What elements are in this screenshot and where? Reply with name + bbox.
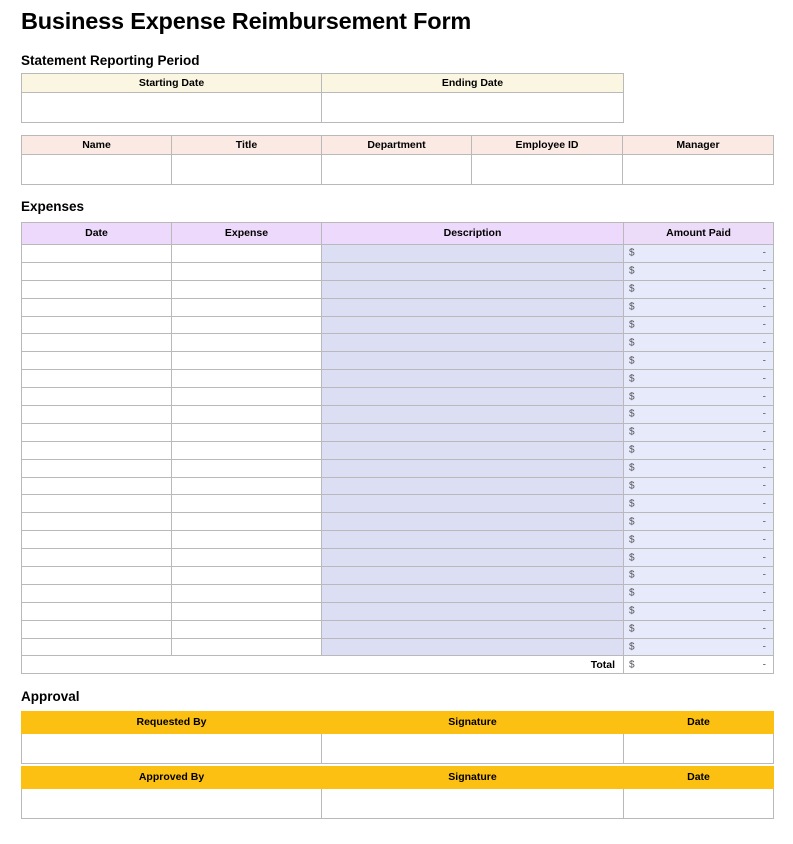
expense-description-cell[interactable]: [322, 298, 624, 316]
expense-name-cell[interactable]: [172, 602, 322, 620]
expense-date-cell[interactable]: [22, 567, 172, 585]
expense-name-cell[interactable]: [172, 334, 322, 352]
column-header-starting-date: Starting Date: [22, 74, 322, 93]
expense-amount-cell[interactable]: [624, 370, 774, 388]
currency-symbol: $: [629, 319, 635, 331]
table-row: [22, 155, 774, 185]
table-header-row: [22, 712, 774, 734]
column-header-amount-paid: Amount Paid: [624, 223, 774, 245]
currency-symbol: $: [629, 301, 635, 313]
expense-amount-cell[interactable]: [624, 352, 774, 370]
table-row: [22, 298, 774, 316]
expense-name-cell[interactable]: [172, 245, 322, 263]
expense-amount-cell[interactable]: [624, 334, 774, 352]
reporting-period-table: [21, 73, 624, 123]
expense-date-cell[interactable]: [22, 441, 172, 459]
name-field[interactable]: [22, 155, 172, 185]
expense-description-cell[interactable]: [322, 316, 624, 334]
expense-amount-value: -: [762, 426, 766, 438]
column-header-approved-by: Approved By: [22, 767, 322, 789]
expense-name-cell[interactable]: [172, 531, 322, 549]
expense-amount-value: -: [762, 265, 766, 277]
expense-amount-cell[interactable]: [624, 280, 774, 298]
expense-name-cell[interactable]: [172, 459, 322, 477]
currency-symbol: $: [629, 247, 635, 259]
table-row: [22, 93, 624, 123]
currency-symbol: $: [629, 444, 635, 456]
expense-name-cell[interactable]: [172, 423, 322, 441]
expense-amount-value: -: [762, 569, 766, 581]
table-row: [22, 477, 774, 495]
table-row: [22, 370, 774, 388]
expense-amount-cell[interactable]: [624, 245, 774, 263]
expense-amount-cell[interactable]: [624, 567, 774, 585]
expense-name-cell[interactable]: [172, 388, 322, 406]
approved-by-field[interactable]: [22, 789, 322, 819]
column-header-title: Title: [172, 136, 322, 155]
expense-description-cell[interactable]: [322, 334, 624, 352]
expense-name-cell[interactable]: [172, 316, 322, 334]
currency-symbol: $: [629, 462, 635, 474]
currency-symbol: $: [629, 516, 635, 528]
approval-requested-table: [21, 711, 774, 764]
column-header-manager: Manager: [623, 136, 774, 155]
expense-amount-value: -: [762, 337, 766, 349]
employee-id-field[interactable]: [472, 155, 623, 185]
table-row: [22, 513, 774, 531]
expense-date-cell[interactable]: [22, 477, 172, 495]
expense-name-cell[interactable]: [172, 620, 322, 638]
expense-name-cell[interactable]: [172, 352, 322, 370]
expense-date-cell[interactable]: [22, 316, 172, 334]
table-row: [22, 459, 774, 477]
expense-amount-cell[interactable]: [624, 638, 774, 656]
expense-description-cell[interactable]: [322, 638, 624, 656]
title-field[interactable]: [172, 155, 322, 185]
total-label: Total: [22, 656, 624, 674]
currency-symbol: $: [629, 605, 635, 617]
table-row: [22, 441, 774, 459]
expense-amount-value: -: [762, 283, 766, 295]
table-header-row: [22, 223, 774, 245]
total-row: [22, 656, 774, 674]
expense-amount-value: -: [762, 391, 766, 403]
table-row: [22, 584, 774, 602]
expense-date-cell[interactable]: [22, 352, 172, 370]
expense-description-cell[interactable]: [322, 584, 624, 602]
expense-amount-cell[interactable]: [624, 513, 774, 531]
expense-description-cell[interactable]: [322, 602, 624, 620]
expense-date-cell[interactable]: [22, 370, 172, 388]
expense-description-cell[interactable]: [322, 370, 624, 388]
expense-date-cell[interactable]: [22, 531, 172, 549]
starting-date-field[interactable]: [22, 93, 322, 123]
expense-name-cell[interactable]: [172, 298, 322, 316]
currency-symbol: $: [629, 480, 635, 492]
table-header-row: [22, 74, 624, 93]
expense-amount-value: -: [762, 444, 766, 456]
expenses-table: [21, 222, 774, 674]
expense-date-cell[interactable]: [22, 620, 172, 638]
expense-description-cell[interactable]: [322, 406, 624, 424]
expense-amount-cell[interactable]: [624, 441, 774, 459]
expense-amount-value: -: [762, 301, 766, 313]
column-header-approved-signature: Signature: [322, 767, 624, 789]
expense-amount-value: -: [762, 641, 766, 653]
expense-date-cell[interactable]: [22, 495, 172, 513]
expense-date-cell[interactable]: [22, 334, 172, 352]
expense-date-cell[interactable]: [22, 549, 172, 567]
currency-symbol: $: [629, 641, 635, 653]
column-header-date: Date: [22, 223, 172, 245]
table-row: [22, 245, 774, 263]
table-row: [22, 789, 774, 819]
employee-info-table: [21, 135, 774, 185]
currency-symbol: $: [629, 534, 635, 546]
expense-description-cell[interactable]: [322, 352, 624, 370]
table-header-row: [22, 136, 774, 155]
expense-amount-cell[interactable]: [624, 459, 774, 477]
ending-date-field[interactable]: [322, 93, 624, 123]
expense-date-cell[interactable]: [22, 245, 172, 263]
expense-date-cell[interactable]: [22, 638, 172, 656]
expense-amount-value: -: [762, 462, 766, 474]
expense-name-cell[interactable]: [172, 638, 322, 656]
expense-amount-cell[interactable]: [624, 620, 774, 638]
expense-name-cell[interactable]: [172, 406, 322, 424]
expense-name-cell[interactable]: [172, 567, 322, 585]
expense-description-cell[interactable]: [322, 477, 624, 495]
currency-symbol: $: [629, 623, 635, 635]
requested-signature-field[interactable]: [322, 734, 624, 764]
expense-amount-cell[interactable]: [624, 388, 774, 406]
page-title: Business Expense Reimbursement Form: [21, 8, 472, 34]
expense-amount-value: -: [762, 408, 766, 420]
expense-amount-value: -: [762, 319, 766, 331]
expense-name-cell[interactable]: [172, 370, 322, 388]
column-header-requested-signature: Signature: [322, 712, 624, 734]
expense-description-cell[interactable]: [322, 459, 624, 477]
expense-date-cell[interactable]: [22, 262, 172, 280]
expense-date-cell[interactable]: [22, 280, 172, 298]
requested-by-field[interactable]: [22, 734, 322, 764]
expense-description-cell[interactable]: [322, 262, 624, 280]
currency-symbol: $: [629, 552, 635, 564]
requested-date-field[interactable]: [624, 734, 774, 764]
table-row: [22, 531, 774, 549]
expense-amount-value: -: [762, 534, 766, 546]
expense-amount-cell[interactable]: [624, 262, 774, 280]
manager-field[interactable]: [623, 155, 774, 185]
expense-name-cell[interactable]: [172, 477, 322, 495]
table-row: [22, 638, 774, 656]
expense-amount-cell[interactable]: [624, 406, 774, 424]
expense-date-cell[interactable]: [22, 423, 172, 441]
expense-name-cell[interactable]: [172, 441, 322, 459]
expense-description-cell[interactable]: [322, 280, 624, 298]
expense-amount-value: -: [762, 355, 766, 367]
expense-description-cell[interactable]: [322, 388, 624, 406]
expense-description-cell[interactable]: [322, 531, 624, 549]
expense-name-cell[interactable]: [172, 584, 322, 602]
expense-name-cell[interactable]: [172, 280, 322, 298]
expense-amount-cell[interactable]: [624, 298, 774, 316]
table-row: [22, 734, 774, 764]
column-header-approved-date: Date: [624, 767, 774, 789]
expense-amount-value: -: [762, 623, 766, 635]
table-row: [22, 567, 774, 585]
table-row: [22, 334, 774, 352]
section-heading-reporting-period: Statement Reporting Period: [21, 53, 200, 68]
expense-amount-value: -: [762, 498, 766, 510]
expense-name-cell[interactable]: [172, 549, 322, 567]
expense-description-cell[interactable]: [322, 495, 624, 513]
column-header-name: Name: [22, 136, 172, 155]
expense-amount-cell[interactable]: [624, 584, 774, 602]
expense-name-cell[interactable]: [172, 513, 322, 531]
table-row: [22, 423, 774, 441]
expense-amount-value: -: [762, 373, 766, 385]
expense-amount-cell[interactable]: [624, 423, 774, 441]
expense-description-cell[interactable]: [322, 549, 624, 567]
total-amount-cell: [624, 656, 774, 674]
column-header-ending-date: Ending Date: [322, 74, 624, 93]
expense-date-cell[interactable]: [22, 298, 172, 316]
column-header-department: Department: [322, 136, 472, 155]
section-heading-expenses: Expenses: [21, 199, 85, 214]
expense-amount-value: -: [762, 516, 766, 528]
table-row: [22, 280, 774, 298]
currency-symbol: $: [629, 659, 635, 671]
column-header-description: Description: [322, 223, 624, 245]
currency-symbol: $: [629, 391, 635, 403]
expense-amount-value: -: [762, 552, 766, 564]
table-row: [22, 388, 774, 406]
expense-date-cell[interactable]: [22, 513, 172, 531]
expense-date-cell[interactable]: [22, 388, 172, 406]
approval-approved-table: [21, 766, 774, 819]
currency-symbol: $: [629, 337, 635, 349]
currency-symbol: $: [629, 569, 635, 581]
table-row: [22, 602, 774, 620]
currency-symbol: $: [629, 373, 635, 385]
currency-symbol: $: [629, 426, 635, 438]
table-row: [22, 406, 774, 424]
column-header-requested-date: Date: [624, 712, 774, 734]
expense-amount-cell[interactable]: [624, 477, 774, 495]
approved-signature-field[interactable]: [322, 789, 624, 819]
currency-symbol: $: [629, 408, 635, 420]
expense-amount-cell[interactable]: [624, 549, 774, 567]
expense-description-cell[interactable]: [322, 620, 624, 638]
expense-name-cell[interactable]: [172, 495, 322, 513]
table-header-row: [22, 767, 774, 789]
expense-date-cell[interactable]: [22, 406, 172, 424]
expense-amount-cell[interactable]: [624, 531, 774, 549]
column-header-employee-id: Employee ID: [472, 136, 623, 155]
expense-amount-cell[interactable]: [624, 495, 774, 513]
currency-symbol: $: [629, 498, 635, 510]
currency-symbol: $: [629, 283, 635, 295]
expense-amount-value: -: [762, 605, 766, 617]
expense-date-cell[interactable]: [22, 459, 172, 477]
expense-description-cell[interactable]: [322, 513, 624, 531]
currency-symbol: $: [629, 355, 635, 367]
expense-description-cell[interactable]: [322, 423, 624, 441]
table-row: [22, 549, 774, 567]
table-row: [22, 262, 774, 280]
department-field[interactable]: [322, 155, 472, 185]
table-row: [22, 316, 774, 334]
expense-amount-cell[interactable]: [624, 602, 774, 620]
currency-symbol: $: [629, 265, 635, 277]
table-row: [22, 495, 774, 513]
expense-amount-value: -: [762, 247, 766, 259]
expense-description-cell[interactable]: [322, 441, 624, 459]
table-row: [22, 620, 774, 638]
expense-amount-cell[interactable]: [624, 316, 774, 334]
column-header-requested-by: Requested By: [22, 712, 322, 734]
expense-date-cell[interactable]: [22, 584, 172, 602]
section-heading-approval: Approval: [21, 689, 80, 704]
column-header-expense: Expense: [172, 223, 322, 245]
expense-amount-value: -: [762, 587, 766, 599]
expense-description-cell[interactable]: [322, 567, 624, 585]
approved-date-field[interactable]: [624, 789, 774, 819]
table-row: [22, 352, 774, 370]
currency-symbol: $: [629, 587, 635, 599]
expense-date-cell[interactable]: [22, 602, 172, 620]
total-amount-value: -: [762, 659, 766, 671]
expense-description-cell[interactable]: [322, 245, 624, 263]
expense-name-cell[interactable]: [172, 262, 322, 280]
expense-amount-value: -: [762, 480, 766, 492]
